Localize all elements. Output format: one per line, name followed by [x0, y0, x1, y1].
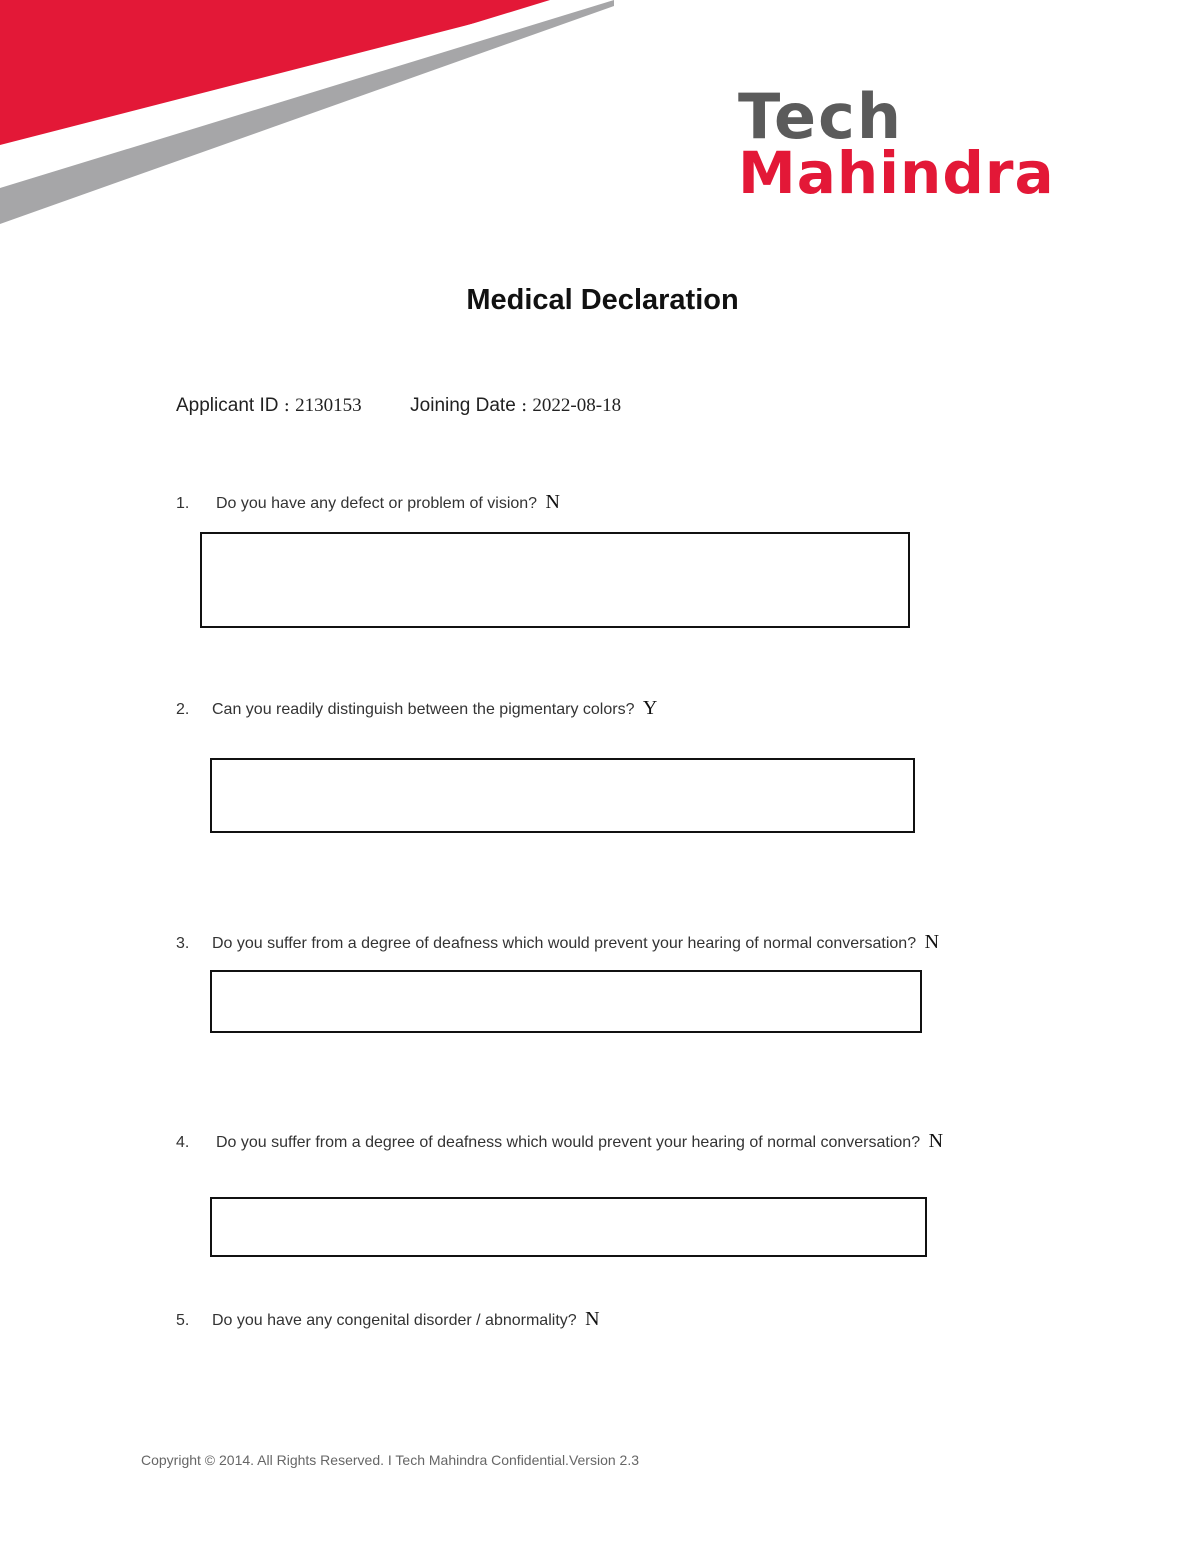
question-answer: N [924, 931, 940, 953]
joining-date-label: Joining Date [410, 395, 516, 416]
answer-box-4[interactable] [210, 1197, 927, 1257]
answer-box-1[interactable] [200, 532, 910, 628]
question-number: 1. [176, 495, 190, 512]
footer-copyright: Copyright © 2014. All Rights Reserved. I Tech Mahindra Confidential.Version 2.3 [141, 1452, 639, 1468]
question-answer: N [928, 1130, 944, 1152]
question-number: 2. [176, 701, 190, 718]
applicant-id-value: 2130153 [295, 395, 362, 416]
question-5 [176, 1308, 600, 1331]
page-title: Medical Declaration [466, 284, 739, 316]
corner-swoosh-graphic [0, 0, 640, 230]
question-answer: Y [642, 697, 658, 719]
question-text: Do you suffer from a degree of deafness which would prevent your hearing of normal conversation? [216, 1134, 921, 1151]
question-4 [176, 1130, 943, 1153]
question-3 [176, 931, 939, 954]
applicant-id-label: Applicant ID [176, 395, 279, 416]
logo-text-tech: Tech [738, 80, 903, 153]
question-text: Do you suffer from a degree of deafness which would prevent your hearing of normal conversation? [212, 935, 917, 952]
question-text: Do you have any defect or problem of vision? [216, 495, 538, 512]
question-number: 3. [176, 935, 190, 952]
joining-date-value: 2022-08-18 [532, 395, 622, 416]
answer-box-2[interactable] [210, 758, 915, 833]
applicant-info [176, 395, 621, 417]
question-1 [176, 491, 560, 514]
question-text: Do you have any congenital disorder / abnormality? [212, 1312, 577, 1329]
question-answer: N [585, 1308, 600, 1330]
logo-text-mahindra: Mahindra [738, 139, 1055, 207]
answer-box-3[interactable] [210, 970, 922, 1033]
question-number: 4. [176, 1134, 190, 1151]
question-answer: N [545, 491, 560, 513]
question-number: 5. [176, 1312, 190, 1329]
joining-date-separator: : [521, 395, 528, 416]
question-2 [176, 697, 657, 720]
question-text: Can you readily distinguish between the pigmentary colors? [212, 701, 635, 718]
tech-mahindra-logo [738, 80, 1118, 207]
applicant-id-separator: : [283, 395, 290, 416]
